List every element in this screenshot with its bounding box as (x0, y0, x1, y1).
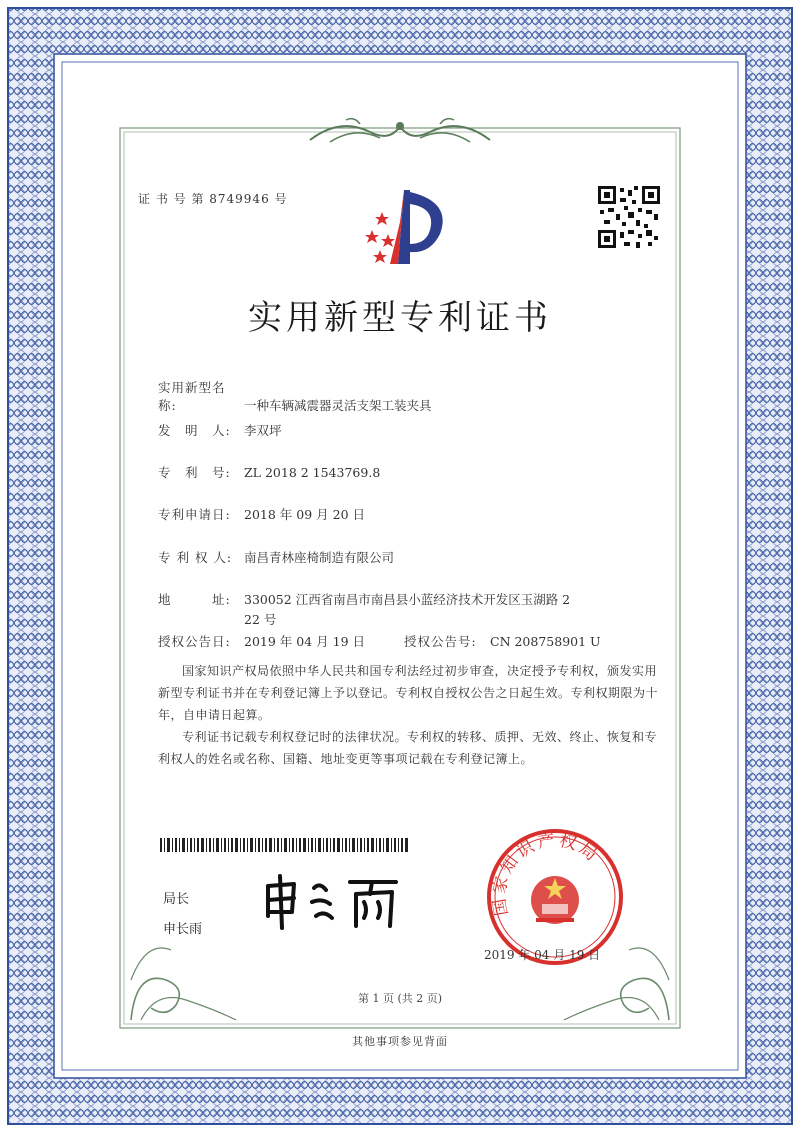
field-patent-number (158, 463, 380, 481)
body-paragraph-1: 国家知识产权局依照中华人民共和国专利法经过初步审查，决定授予专利权，颁发实用新型专利证书并在专利登记簿上予以登记。专利权自授权公告之日起生效。专利权期限为十年，自申请日起算。 (158, 664, 659, 722)
field-value: 一种车辆减震器灵活支架工装夹具 (244, 398, 432, 413)
seal-date: 2019 年 04 月 19 日 (484, 948, 601, 962)
page-number: 第 1 页 (共 2 页) (357, 992, 443, 1005)
field-value: 2019 年 04 月 19 日 (244, 634, 365, 649)
svg-text:国家知识产权局: 国家知识产权局 (489, 830, 603, 918)
field-label: 发 明 人: (158, 423, 231, 438)
field-value: 南昌青林座椅制造有限公司 (244, 550, 395, 565)
top-ornament (300, 112, 500, 152)
field-inventor (158, 421, 282, 439)
field-grant-number (404, 632, 601, 650)
field-label: 专 利 号: (158, 465, 231, 480)
field-label: 实用新型名称: (158, 380, 226, 413)
certificate-number: 证 书 号 第 8749946 号 (138, 192, 288, 206)
field-patentee (158, 548, 394, 566)
director-title: 局长 (163, 892, 190, 907)
director-name: 申长雨 (163, 922, 203, 937)
qr-code (598, 186, 660, 248)
field-value: CN 208758901 U (490, 634, 601, 649)
field-filing-date (158, 505, 365, 523)
document-title: 实用新型专利证书 (248, 298, 552, 338)
cnipa-logo (360, 182, 460, 272)
field-value: ZL 2018 2 1543769.8 (244, 465, 381, 480)
field-label: 地 址: (158, 592, 231, 607)
field-value: 330052 江西省南昌市南昌县小蓝经济技术开发区玉湖路 2 (244, 592, 571, 607)
field-label: 专利申请日: (158, 507, 231, 522)
field-label: 授权公告日: (158, 634, 231, 649)
handwritten-signature (260, 872, 410, 932)
field-address (158, 590, 570, 608)
field-utility-model-name (158, 378, 432, 414)
field-address-line2: 22 号 (244, 612, 277, 627)
body-paragraph-2: 专利证书记载专利权登记时的法律状况。专利权的转移、质押、无效、终止、恢复和专利权人的姓名或名称、国籍、地址变更等事项记载在专利登记簿上。 (158, 730, 658, 766)
footer-note: 其他事项参见背面 (352, 1035, 448, 1048)
field-label: 专 利 权 人: (158, 550, 233, 565)
barcode (160, 838, 410, 852)
field-label: 授权公告号: (404, 634, 477, 649)
field-grant-date (158, 632, 365, 650)
field-value: 李双坪 (244, 423, 282, 438)
field-value: 2018 年 09 月 20 日 (244, 507, 365, 522)
